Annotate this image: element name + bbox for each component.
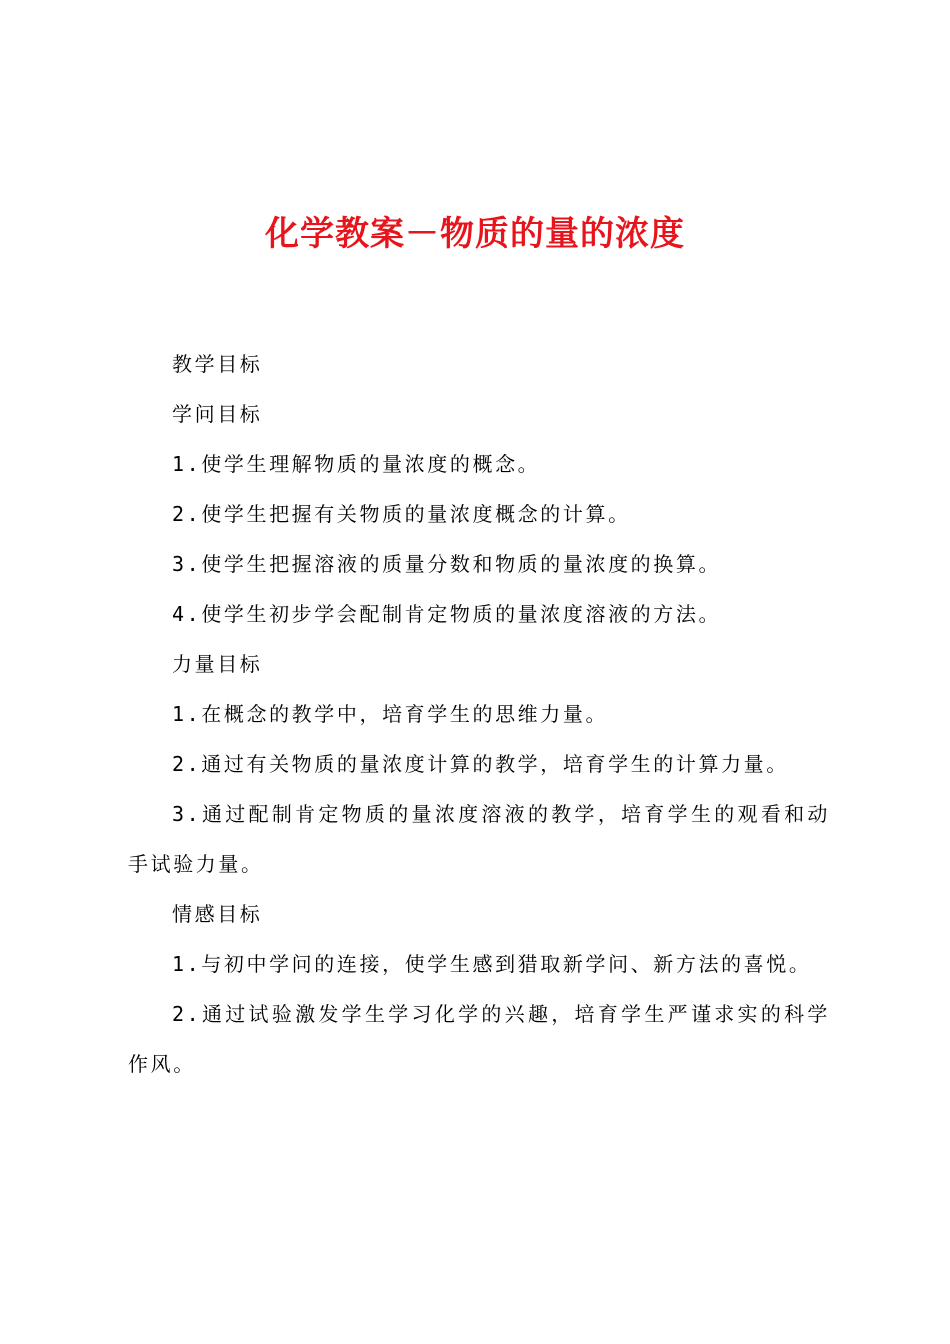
section-heading-knowledge-goals: 学问目标 [172,402,263,426]
knowledge-goal-item: 2.使学生把握有关物质的量浓度概念的计算。 [172,502,631,526]
ability-goal-item: 3.通过配制肯定物质的量浓度溶液的教学，培育学生的观看和动手试验力量。 [128,802,830,876]
section-heading-ability-goals: 力量目标 [172,652,263,676]
emotion-goal-item: 1.与初中学问的连接，使学生感到猎取新学问、新方法的喜悦。 [172,952,812,976]
section-heading-emotion-goals: 情感目标 [172,902,263,926]
document-body [128,339,830,1089]
knowledge-goal-item: 1.使学生理解物质的量浓度的概念。 [172,452,541,476]
knowledge-goal-item: 3.使学生把握溶液的质量分数和物质的量浓度的换算。 [172,552,722,576]
document-title: 化学教案－物质的量的浓度 [265,214,685,254]
section-heading-teaching-goals: 教学目标 [172,352,263,376]
emotion-goal-item: 2.通过试验激发学生学习化学的兴趣，培育学生严谨求实的科学作风。 [128,1002,830,1076]
ability-goal-item: 1.在概念的教学中，培育学生的思维力量。 [172,702,609,726]
knowledge-goal-item: 4.使学生初步学会配制肯定物质的量浓度溶液的方法。 [172,602,722,626]
ability-goal-item: 2.通过有关物质的量浓度计算的教学，培育学生的计算力量。 [172,752,789,776]
